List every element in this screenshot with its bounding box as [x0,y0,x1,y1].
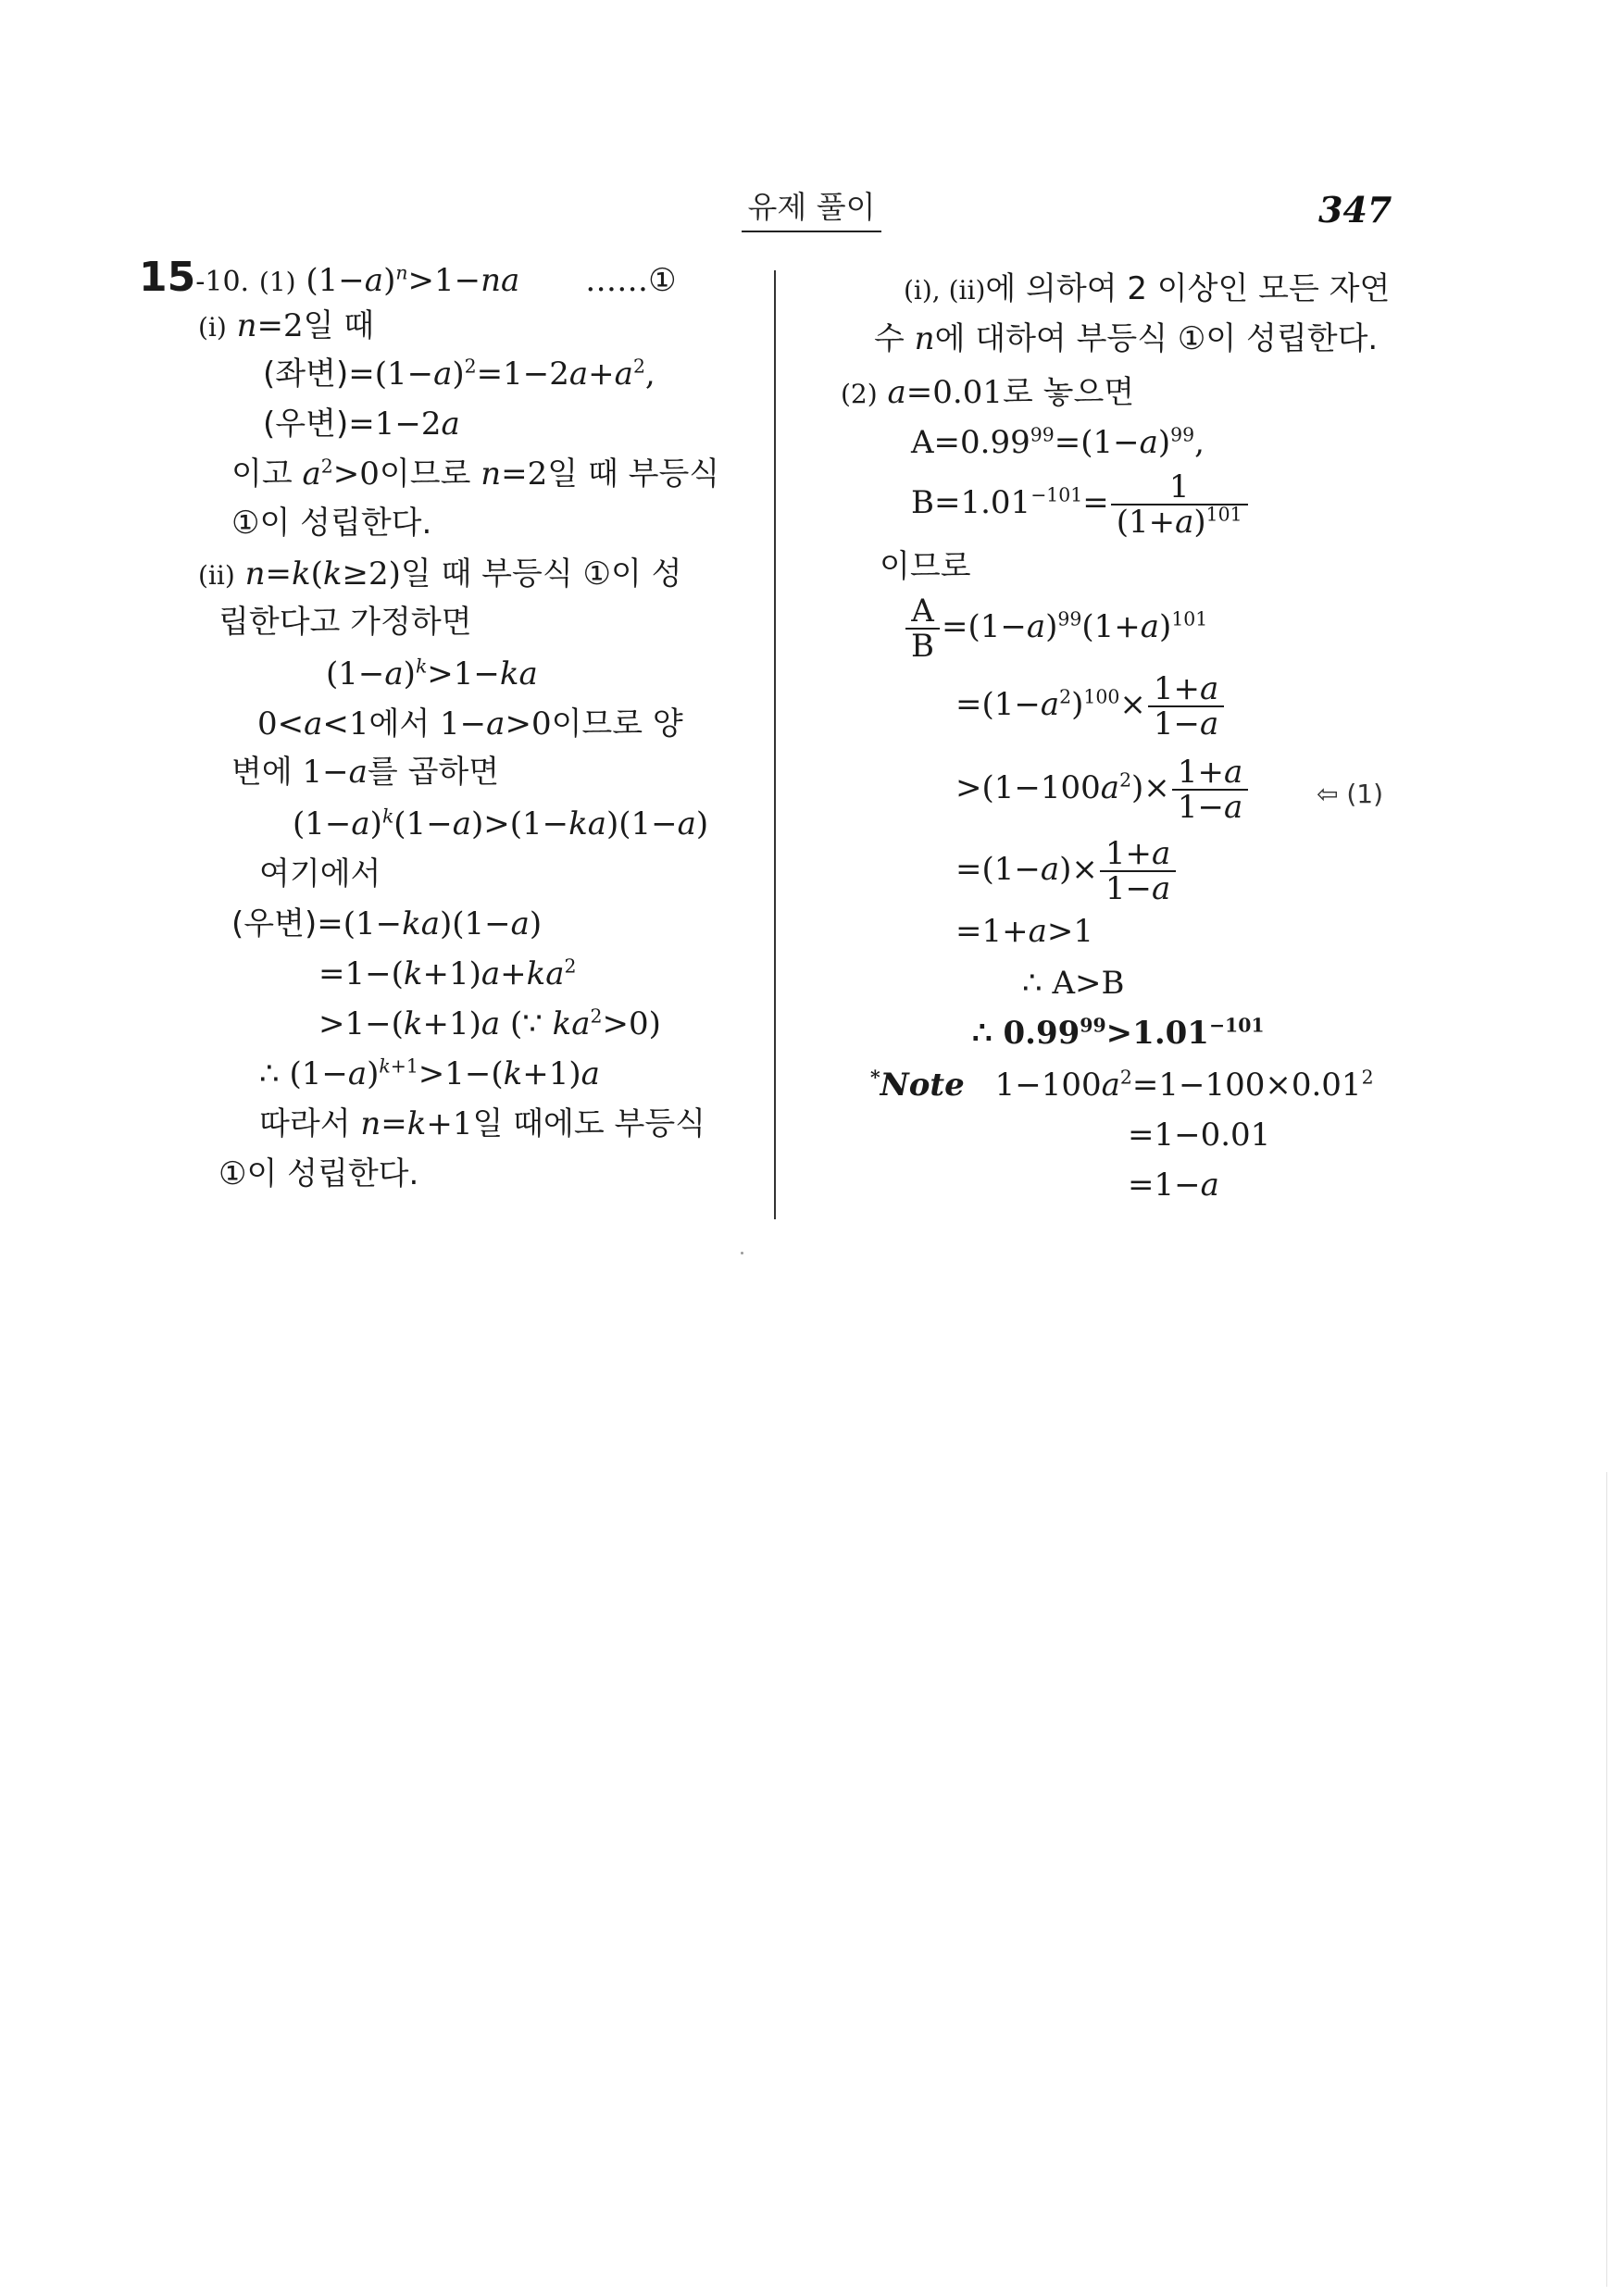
text-eseo: 에서 [368,705,431,742]
ratio-step-5 [955,913,1093,950]
column-divider [774,270,776,1219]
text-yeogi: 여기에서 [259,855,381,892]
ratio-step-2-expr: $=(1-a^2)^{100}\times$ [955,685,1146,723]
running-title: 유제 풀이 [742,183,880,232]
frac-num-1: 1+a [1148,672,1224,707]
n-equals-2: n=2 [236,307,304,344]
rhs-expand-line-3 [318,1005,661,1042]
product-expr: $(1-a)^k(1-a)>(1-ka)(1-a)$ [293,805,709,842]
note-line-2 [1128,1117,1270,1154]
rhs-expand-1: =(1−ka)(1−a) [317,905,543,942]
n-equals-2-b: n=2 [481,455,548,493]
lhs-label: (좌변) [263,356,349,393]
rhs-label: (우변) [263,406,349,443]
text-igo: 이고 [231,455,293,493]
ratio-step-3 [955,755,1250,824]
circled-1-d: ① [1177,320,1206,357]
page-number: 347 [1318,189,1392,231]
a-gt-b-expr: ∴ A>B [1022,965,1125,1002]
step-i-when: 일 때 [303,307,375,344]
multiply-line [231,754,499,791]
part2-line [841,374,1134,413]
note-expr-2: =1−0.01 [1128,1117,1271,1154]
n-equals-k: n=k(k≥2) [244,555,401,593]
rhs-expand-line-2 [318,955,577,992]
frac-num-3: 1+a [1100,837,1176,872]
problem-subnumber: -10. [195,266,250,298]
text-for-ineq: 에 대하여 부등식 [934,320,1168,357]
inequality-1: $(1-a)^n>1-na$ [306,261,520,299]
text-holds-end: 이 성립한다. [246,1155,419,1192]
conclusion-k1-line [259,1055,600,1092]
text-kp1-when: 일 때에도 부등식 [472,1105,706,1142]
by-i-ii-line [904,270,1390,309]
def-B-den: $(1+a)^{101}$ [1116,503,1242,541]
rhs-expand-2: $=1-(k+1)a+ka^2$ [318,955,577,992]
scan-edge-mark [1606,1472,1607,2287]
part-1-label: (1) [258,267,296,297]
one-minus-a: 1−a [302,754,368,791]
text-imeuro-2: 이므로 [880,548,971,585]
imeuro-line [880,548,971,585]
a-equals-001: a=0.01 [887,374,1003,411]
ratio-step-2 [955,672,1226,741]
step-i-line [198,307,374,346]
problem-heading-line [139,254,677,301]
ratio-line [904,594,1207,663]
def-B-lhs: $B=1.01^{-101}=$ [911,483,1109,521]
rhs-label-2: (우변) [231,905,318,942]
note-line-3 [1128,1167,1219,1204]
problem-number: 15 [139,254,196,301]
note-label-text: Note [880,1067,965,1104]
text-n2-ineq: 일 때 부등식 [547,455,720,493]
step-ii-label: (ii) [198,560,235,591]
frac-1pa-1ma-2 [1172,755,1248,824]
one-minus-a-positive: 1−a>0 [440,705,552,742]
hypothesis-line [326,655,538,693]
final-answer-expr: ∴ $0.99^{99}>1.01^{-101}$ [972,1014,1265,1052]
holds-line-1 [231,505,431,542]
def-A-expr: $A=0.99^{99}=(1-a)^{99}$, [911,423,1205,461]
equation-tag-1: ……① [585,262,677,299]
ratio-A-over-B [905,594,940,663]
ref-i-ii: (i), (ii) [904,275,986,306]
text-imeuro-yang: 이므로 양 [551,705,683,742]
product-line [293,805,708,842]
yeogi-line [259,855,381,892]
therefore-line [259,1105,705,1142]
def-B-line [911,470,1250,539]
step-i-label: (i) [198,312,227,343]
ratio-step-4 [955,837,1178,905]
text-holds-final: 이 성립한다. [1205,320,1379,357]
ratio-step-5-expr: =1+a>1 [955,913,1094,950]
range-line [257,705,683,742]
text-gop: 를 곱하면 [367,754,500,791]
frac-1pa-1ma-3 [1100,837,1176,905]
a-gt-b-line [1022,965,1124,1002]
for-all-n-line [874,320,1378,357]
text-by-i-ii: 에 의하여 2 이상인 모든 자연 [985,270,1391,307]
ratio-num: A [905,594,940,630]
range-expr: 0<a<1 [257,705,369,742]
var-n: n [914,320,935,357]
lhs-expression: $=(1-a)^2=1-2a+a^2$, [348,355,655,393]
note-expr-3: =1−a [1128,1167,1219,1204]
text-imeuro-1: 이므로 [379,455,471,493]
lhs-line [263,356,655,393]
part-2-label: (2) [841,379,878,409]
scan-speck [741,1252,743,1254]
text-ii-when: 일 때 부등식 [400,555,573,593]
def-A-line [911,424,1205,461]
note-expr-1: $1-100a^2=1-100\times 0.01^2$ [994,1066,1374,1104]
def-B-fraction [1111,470,1248,539]
circled-1-b: ① [582,555,611,593]
text-byeon: 변에 [231,754,293,791]
circled-1: ① [231,505,260,542]
reference-mark: ⇦ (1) [1317,779,1384,809]
final-answer-line [972,1015,1265,1052]
rhs-expand-line-1 [231,905,542,942]
circled-1-c: ① [218,1155,247,1192]
frac-num-2: 1+a [1172,755,1248,791]
a2-positive-line [231,455,719,493]
text-holds-a: 이 성 [611,555,682,593]
text-su: 수 [874,320,905,357]
frac-den-2: 1−a [1177,789,1243,826]
assume-line [218,604,472,641]
rhs-expression: =1−2a [348,406,460,443]
text-holds-1: 이 성립한다. [259,505,432,542]
note-line-1 [870,1067,1374,1104]
conclusion-k1-expr: ∴ $(1-a)^{k+1}>1-(k+1)a$ [259,1054,600,1092]
ratio-step-3-expr: $>(1-100a^2)\times$ [955,768,1170,806]
text-assume: 립한다고 가정하면 [218,604,472,641]
hypothesis-expr: $(1-a)^k>1-ka$ [326,655,538,693]
a2-positive-expr: $a^2>0$ [302,455,380,493]
frac-den-3: 1−a [1105,870,1171,907]
ratio-rhs: $=(1-a)^{99}(1+a)^{101}$ [942,607,1208,645]
rhs-expand-3: >1−(k+1)a (∵ $ka^2>0$) [318,1004,661,1042]
text-put: 로 놓으면 [1002,374,1135,411]
frac-1pa-1ma-1 [1148,672,1224,741]
text-ttaraseo: 따라서 [259,1105,351,1142]
step-ii-line [198,555,682,594]
def-B-num: 1 [1111,470,1248,505]
ratio-step-4-expr: =(1−a)× [955,851,1098,888]
ratio-den: B [911,628,934,665]
n-equals-k1: n=k+1 [360,1105,473,1142]
note-label: *Note [870,1066,965,1104]
rhs-line [263,406,460,443]
holds-line-end [218,1155,418,1192]
frac-den-1: 1−a [1153,705,1219,742]
